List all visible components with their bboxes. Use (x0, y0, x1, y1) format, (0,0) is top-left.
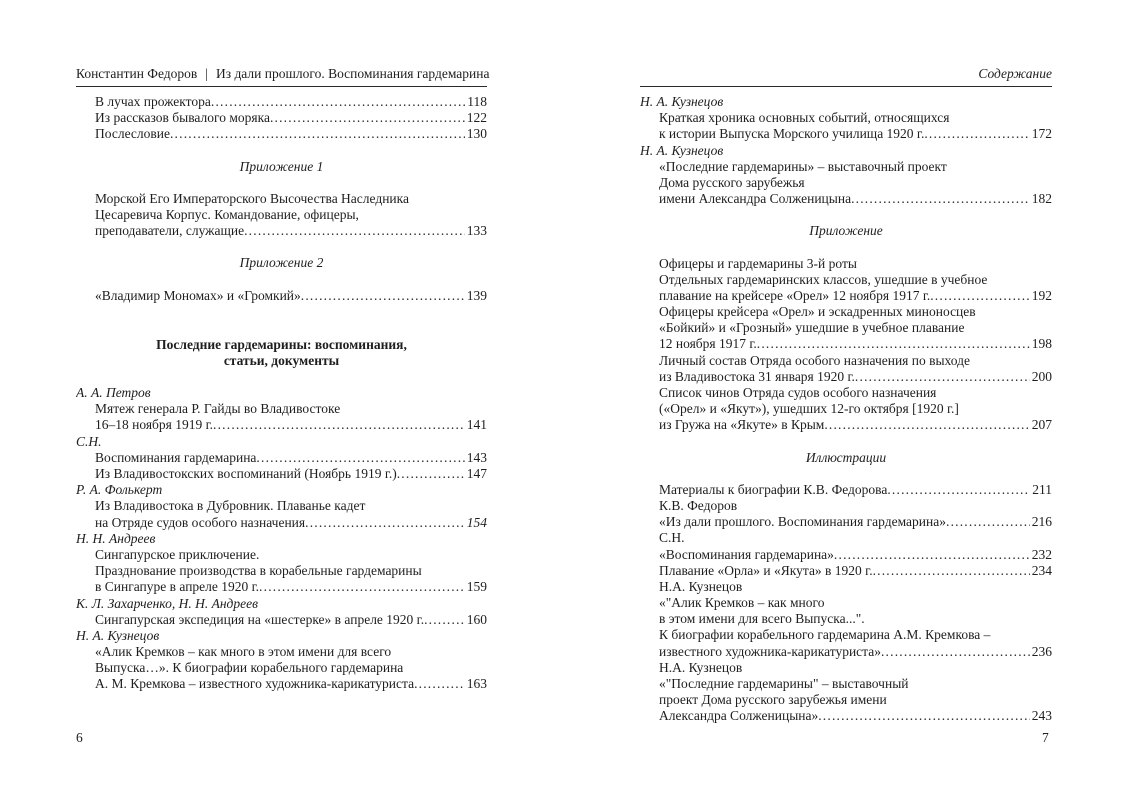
toc-line: Цесаревича Корпус. Командование, офицеры, (95, 206, 359, 222)
author-name: Н. А. Кузнецов (640, 94, 724, 109)
toc-line: Офицеры крейсера «Орел» и эскадренных миноносцев (659, 304, 976, 320)
toc-line: Н.А. Кузнецов (659, 578, 743, 594)
toc-entry: Из рассказов бывалого моряка ..... 122 (76, 110, 487, 126)
header-author: Константин Федоров (76, 66, 198, 81)
subsection-heading: Иллюстрации (805, 449, 887, 465)
toc-line: Празднование производства в корабельные гардемарины (95, 563, 422, 579)
subsection-heading: Приложение 1 (239, 158, 324, 174)
toc-entry: на Отряде судов особого назначения ..... 154 (76, 515, 487, 531)
author-name: Н. А. Кузнецов (76, 627, 160, 643)
toc-right (640, 94, 1052, 725)
section-heading: статьи, документы (223, 352, 340, 368)
toc-line: «"Алик Кремков – как много (659, 595, 825, 611)
toc-entry: известного художника-карикатуриста» ..... 236 (640, 644, 1052, 660)
toc-line: проект Дома русского зарубежья имени (659, 692, 887, 708)
toc-line: Морской Его Императорского Высочества Наследника (95, 190, 410, 206)
author-name: Р. А. Фолькерт (76, 482, 163, 498)
toc-line: К биографии корабельного гардемарина А.М. Кремкова – (659, 627, 991, 643)
toc-line: Краткая хроника основных событий, относящихся (659, 110, 950, 126)
toc-line: «"Последние гардемарины" – выставочный (659, 676, 909, 691)
toc-entry: плавание на крейсере «Орел» 12 ноября 1917 г. ..... 192 (640, 288, 1052, 304)
toc-entry: «Из дали прошлого. Воспоминания гардемарина» ..... 216 (640, 514, 1052, 530)
toc-line: «Бойкий» и «Грозный» ушедшие в учебное плавание (659, 320, 965, 336)
header-separator: | (205, 66, 208, 81)
section-heading: Последние гардемарины: воспоминания, (156, 336, 407, 352)
toc-line: С.Н. (659, 530, 685, 546)
toc-entry: имени Александра Солженицына ..... 182 (640, 191, 1052, 207)
right-page (564, 0, 1128, 800)
author-name: Н. Н. Андреев (76, 530, 156, 546)
page-number: 7 (1042, 730, 1049, 745)
toc-line: Личный состав Отряда особого назначения по выходе (659, 352, 971, 368)
header-section-title: Содержание (978, 66, 1052, 81)
toc-entry: Воспоминания гардемарина ..... 143 (76, 450, 487, 466)
toc-line: Выпуска…». К биографии корабельного гардемарина (95, 660, 404, 676)
running-header (640, 66, 1052, 87)
toc-entry: Материалы к биографии К.В. Федорова ..... 211 (640, 482, 1052, 498)
toc-entry: из Гружа на «Якуте» в Крым ..... 207 (640, 417, 1052, 433)
subsection-heading: Приложение (809, 223, 883, 239)
toc-entry: к истории Выпуска Морского училища 1920 г. ..... 172 (640, 126, 1052, 142)
author-name: С.Н. (76, 433, 102, 449)
toc-line: К.В. Федоров (659, 497, 738, 513)
running-header (76, 66, 490, 87)
author-name: А. А. Петров (76, 385, 151, 401)
toc-line: Н.А. Кузнецов (659, 659, 743, 675)
toc-line: Офицеры и гардемарины 3-й роты (659, 255, 857, 271)
header-book-title: Из дали прошлого. Воспоминания гардемарина (215, 66, 490, 81)
toc-line: Сингапурское приключение. (95, 546, 260, 562)
toc-entry: из Владивостока 31 января 1920 г. ..... 200 (640, 369, 1052, 385)
toc-entry: Александра Солженицына» ..... 243 (640, 708, 1052, 724)
toc-line: Из Владивостока в Дубровник. Плаванье кадет (95, 498, 366, 514)
toc-entry: А. М. Кремкова – известного художника-карикатуриста ..... 163 (76, 676, 487, 692)
toc-entry: 12 ноября 1917 г. ..... 198 (640, 336, 1052, 352)
toc-entry: 16–18 ноября 1919 г. ..... 141 (76, 417, 487, 433)
toc-line: Список чинов Отряда судов особого назначения (659, 385, 937, 400)
author-name: Н. А. Кузнецов (640, 142, 724, 158)
author-name: К. Л. Захарченко, Н. Н. Андреев (76, 595, 258, 611)
toc-line: Мятеж генерала Р. Гайды во Владивостоке (95, 401, 341, 417)
subsection-heading: Приложение 2 (239, 255, 324, 271)
toc-entry: Послесловие ..... 130 (76, 126, 487, 142)
toc-line: в этом имени для всего Выпуска...". (659, 611, 865, 627)
toc-left (76, 94, 487, 693)
toc-entry: «Воспоминания гардемарина» ..... 232 (640, 547, 1052, 563)
toc-entry: Плавание «Орла» и «Якута» в 1920 г. ..... 234 (640, 563, 1052, 579)
toc-entry: Сингапурская экспедиция на «шестерке» в апреле 1920 г. ..... 160 (76, 612, 487, 628)
toc-entry: преподаватели, служащие ..... 133 (76, 223, 487, 239)
toc-line: «Последние гардемарины» – выставочный проект (659, 158, 947, 174)
toc-entry: Из Владивостокских воспоминаний (Ноябрь 1919 г.) ..... 147 (76, 466, 487, 482)
toc-entry: «Владимир Мономах» и «Громкий» ..... 139 (76, 288, 487, 304)
page-number: 6 (76, 730, 83, 745)
toc-line: Отдельных гардемаринских классов, ушедшие в учебное (659, 271, 988, 287)
toc-line: Дома русского зарубежья (659, 174, 805, 190)
toc-line: («Орел» и «Якут»), ушедших 12-го октября [1920 г.] (659, 401, 959, 417)
toc-line: «Алик Кремков – как много в этом имени для всего (95, 644, 392, 660)
toc-entry: в Сингапуре в апреле 1920 г. ..... 159 (76, 579, 487, 595)
toc-entry: В лучах прожектора ..... 118 (76, 94, 487, 110)
